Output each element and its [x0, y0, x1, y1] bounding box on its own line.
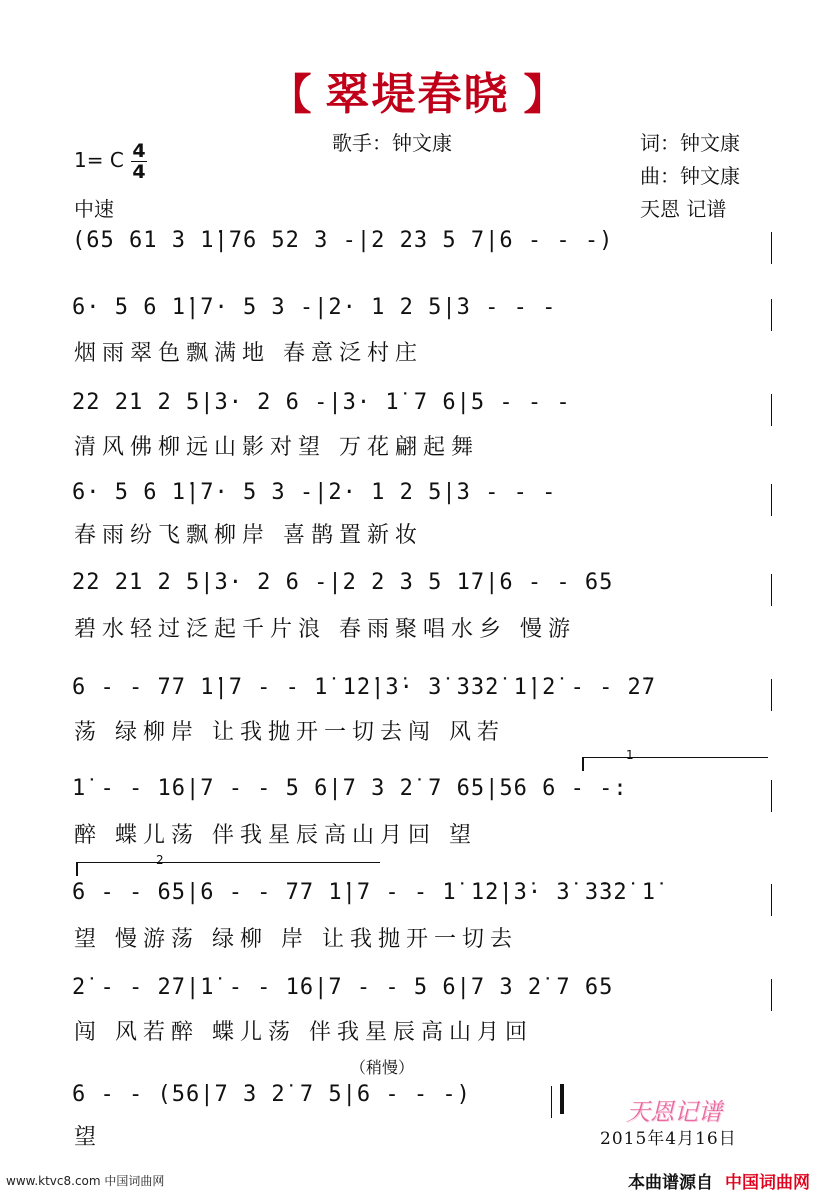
transcription-date: 2015年4月16日 — [600, 1129, 737, 1149]
time-signature — [131, 142, 147, 181]
score-title — [0, 58, 835, 122]
staff-line: 2̇ - - 2̇7|1̇ - - 1̇6|7 - - 5 6|7 3 2̇ 7 65 — [72, 975, 772, 1019]
singer-credit: 歌手：钟文康 — [332, 131, 452, 155]
tempo-change-marking: （稍慢） — [350, 1058, 415, 1077]
staff-line: (65 61 3 1̇|76 52 3 -|2 23 5 7|6 - - -) — [72, 228, 772, 272]
title-close-bracket: 】 — [523, 70, 566, 119]
lyric-line: 闯 风若醉 蝶儿荡 伴我星辰高山月回 — [74, 1020, 533, 1045]
footer-site-name[interactable]: 中国词曲网 — [725, 1173, 810, 1191]
staff-line: 6· 5 6 1̇|7· 5 3 -|2· 1 2 5|3 - - - — [72, 295, 772, 339]
second-ending-number: 2 — [156, 853, 164, 867]
staff-line: 6 - - 65|6 - - 77 1̇|7 - - 1̇ 1̇2̇|3̇· 3̇ 3̇3̇2̇ 1̇ — [72, 880, 772, 924]
staff-line: 6 - - 77 1̇|7 - - 1̇ 1̇2̇|3̇· 3̇ 3̇3̇2̇ 1̇|2̇ - - 2̇7 — [72, 675, 772, 719]
lyric-line: 醉 蝶儿荡 伴我星辰高山月回 望 — [74, 823, 477, 848]
staff-line: 1̇ - - 1̇6|7 - - 5 6|7 3 2̇ 7 65|56 6 - -: — [72, 776, 772, 820]
lyric-line: 碧水轻过泛起千片浪 春雨聚唱水乡 慢游 — [74, 617, 576, 642]
lyricist-credit: 词：钟文康 — [640, 131, 740, 155]
first-ending-bracket — [582, 757, 768, 758]
title-open-bracket: 【 — [269, 70, 312, 119]
first-ending-number: 1 — [626, 748, 634, 762]
lyric-line: 清风佛柳远山影对望 万花翩起舞 — [74, 435, 479, 460]
lyric-line: 荡 绿柳岸 让我抛开一切去闯 风若 — [74, 720, 505, 745]
first-ending-tick — [582, 757, 584, 771]
time-signature-top: 4 — [132, 140, 146, 162]
transcriber-stamp: 天恩记谱 — [626, 1098, 722, 1126]
composer-credit: 曲：钟文康 — [640, 164, 740, 188]
footer-source-url[interactable]: www.ktvc8.com 中国词曲网 — [6, 1174, 165, 1188]
tempo-marking: 中速 — [74, 197, 114, 221]
second-ending-tick — [76, 862, 78, 876]
key-signature: 1= C — [74, 148, 124, 172]
staff-line: 6· 5 6 1̇|7· 5 3 -|2· 1 2 5|3 - - - — [72, 480, 772, 524]
lyric-line: 望 — [74, 1125, 103, 1150]
staff-line: 22 21 2 5|3· 2 6 -|3· 1̇ 7 6|5 - - - — [72, 390, 772, 434]
title-text: 翠堤春晓 — [325, 69, 510, 120]
staff-line: 22 21 2 5|3· 2 6 -|2 2 3 5 1̇7|6 - - 65 — [72, 570, 772, 614]
time-signature-bottom: 4 — [132, 161, 146, 183]
final-barline — [560, 1084, 564, 1114]
lyric-line: 春雨纷飞飘柳岸 喜鹊置新妆 — [74, 523, 423, 548]
staff-line: 6 - - (56|7 3 2̇ 7 5|6 - - -) — [72, 1082, 552, 1126]
footer-source-credit — [628, 1168, 810, 1191]
footer-source-label: 本曲谱源自 — [628, 1173, 713, 1191]
transcriber-credit: 天恩 记谱 — [640, 197, 727, 221]
lyric-line: 望 慢游荡 绿柳 岸 让我抛开一切去 — [74, 927, 518, 952]
lyric-line: 烟雨翠色飘满地 春意泛村庄 — [74, 341, 423, 366]
second-ending-bracket — [76, 862, 380, 863]
